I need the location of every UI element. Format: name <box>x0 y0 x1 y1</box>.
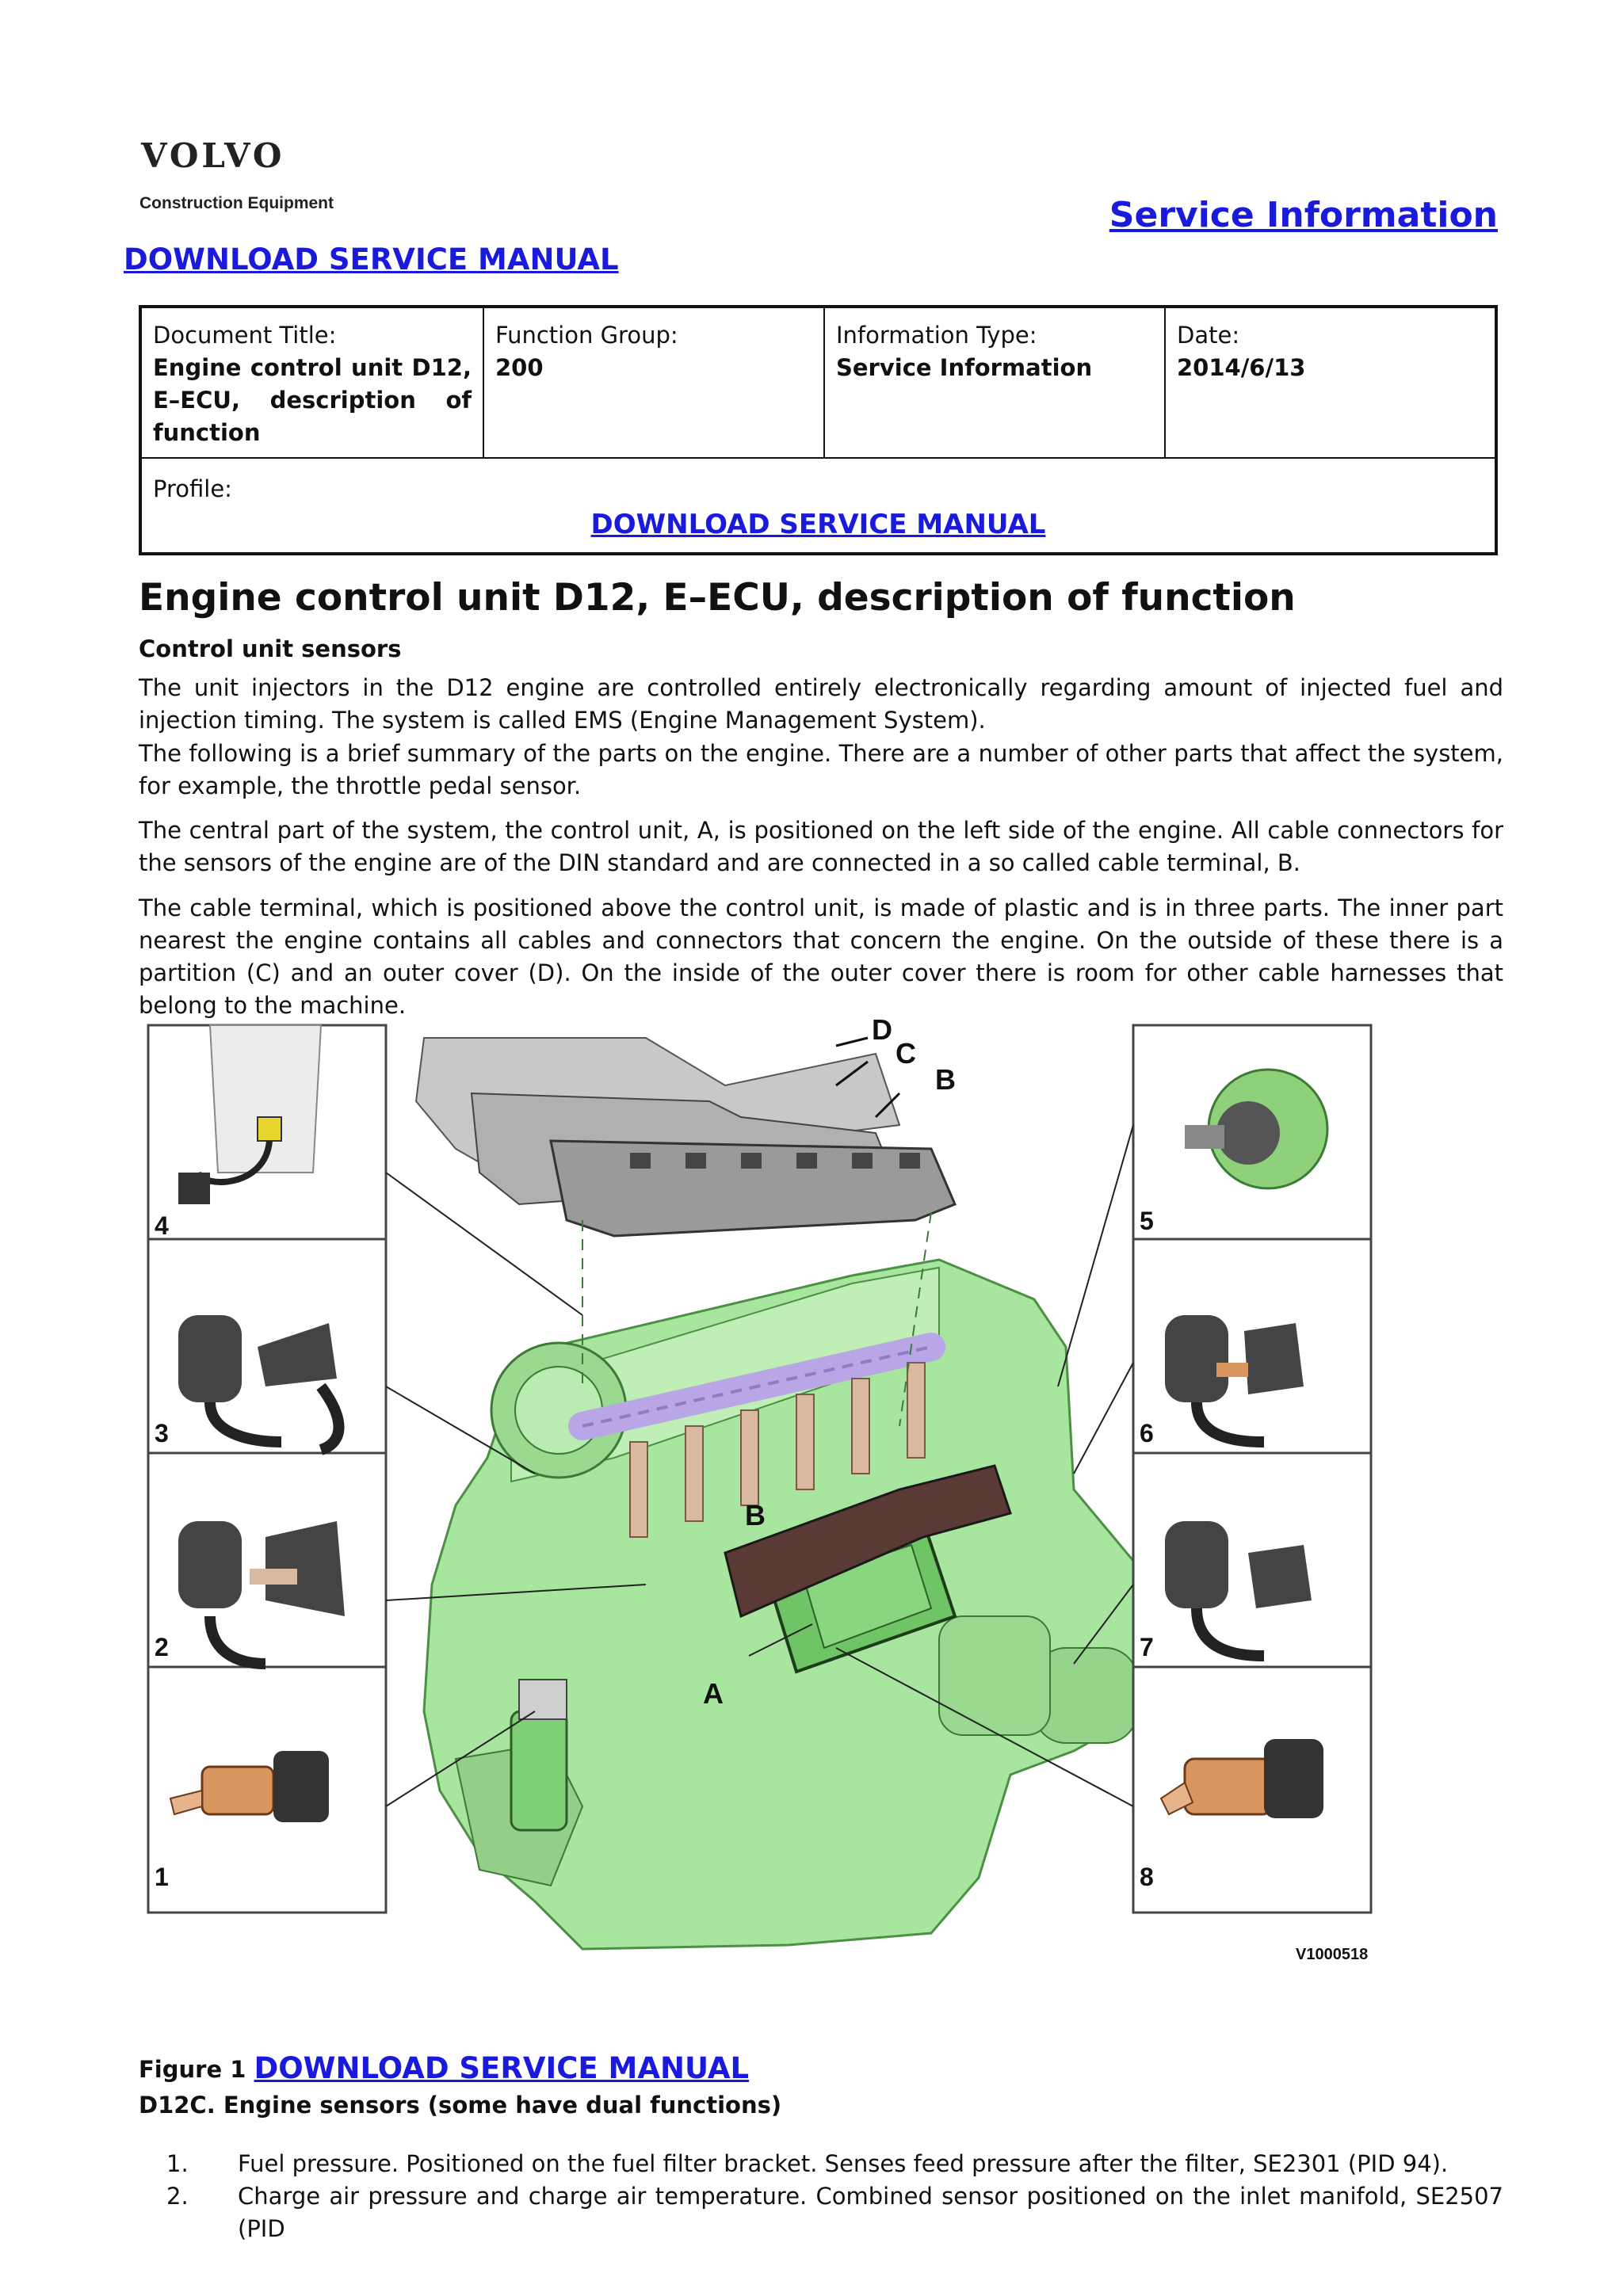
logo-subtitle: Construction Equipment <box>139 194 334 212</box>
callout-c: C <box>896 1037 916 1070</box>
date-cell <box>1165 307 1496 458</box>
download-manual-link-profile[interactable]: DOWNLOAD SERVICE MANUAL <box>590 509 1046 540</box>
date-label: Date: <box>1177 322 1240 349</box>
info-type-label: Information Type: <box>836 322 1037 349</box>
figure-label: Figure 1 <box>139 2056 246 2083</box>
doc-title-value: Engine control unit D12, E–ECU, description of function <box>153 354 472 446</box>
paragraph: The cable terminal, which is positioned above the control unit, is made of plastic and is in three parts. The inner part nearest the engine contains all cables and connectors that concern the engine. On the outside of these there is a partition (C) and an outer cover (D). On the inside of the outer cover there is room for other cable harnesses that belong to the machine. <box>139 894 1503 1019</box>
doc-title-label: Document Title: <box>153 322 337 349</box>
list-number: 1. <box>166 2150 189 2177</box>
engine-sensor-diagram <box>139 1014 1375 1981</box>
list-item <box>166 2180 1503 2245</box>
info-type-cell <box>824 307 1165 458</box>
doc-title-cell <box>140 307 483 458</box>
panel-number: 8 <box>1140 1863 1154 1891</box>
profile-cell <box>140 458 1496 554</box>
info-type-value: Service Information <box>836 354 1093 381</box>
download-manual-link-top[interactable]: DOWNLOAD SERVICE MANUAL <box>124 242 619 277</box>
profile-label: Profile: <box>153 475 232 502</box>
date-value: 2014/6/13 <box>1177 354 1306 381</box>
list-item <box>166 2148 1503 2180</box>
image-code: V1000518 <box>1296 1946 1369 1963</box>
panel-number: 6 <box>1140 1419 1154 1447</box>
callout-d: D <box>872 1014 892 1046</box>
figure-caption <box>139 2051 749 2085</box>
service-information-link[interactable]: Service Information <box>1109 195 1498 235</box>
panel-number: 3 <box>155 1419 169 1447</box>
callout-b: B <box>745 1499 766 1531</box>
document-info-table <box>139 305 1498 555</box>
panel-number: 2 <box>155 1633 169 1661</box>
engine-illustration <box>424 1260 1153 1949</box>
list-text: Fuel pressure. Positioned on the fuel filter bracket. Senses feed pressure after the filter, SE2301 (PID 94). <box>238 2150 1449 2177</box>
list-text: Charge air pressure and charge air temperature. Combined sensor positioned on the inlet manifold, SE2507 (PID <box>238 2183 1503 2242</box>
function-group-cell <box>483 307 824 458</box>
panel-number: 4 <box>155 1211 169 1240</box>
figure-description: D12C. Engine sensors (some have dual functions) <box>139 2092 782 2119</box>
callout-b-top: B <box>935 1063 956 1096</box>
panel-number: 7 <box>1140 1633 1154 1661</box>
volvo-logo: VOLVO <box>141 136 285 175</box>
function-group-value: 200 <box>495 354 544 381</box>
page-title: Engine control unit D12, E–ECU, description of function <box>139 576 1296 620</box>
function-group-label: Function Group: <box>495 322 678 349</box>
panel-number: 5 <box>1140 1207 1154 1235</box>
list-number: 2. <box>166 2183 189 2210</box>
paragraph: The following is a brief summary of the parts on the engine. There are a number of other parts that affect the system, for example, the throttle pedal sensor. <box>139 740 1503 799</box>
paragraph: The unit injectors in the D12 engine are controlled entirely electronically regarding amount of injected fuel and injection timing. The system is called EMS (Engine Management System). <box>139 674 1503 734</box>
download-manual-link-figure[interactable]: DOWNLOAD SERVICE MANUAL <box>254 2051 750 2085</box>
paragraph: The central part of the system, the control unit, A, is positioned on the left side of the engine. All cable connectors for the sensors of the engine are of the DIN standard and are connected in a so called cable terminal, B. <box>139 817 1503 876</box>
section-subtitle: Control unit sensors <box>139 635 402 662</box>
callout-a: A <box>703 1677 724 1710</box>
panel-number: 1 <box>155 1863 169 1891</box>
